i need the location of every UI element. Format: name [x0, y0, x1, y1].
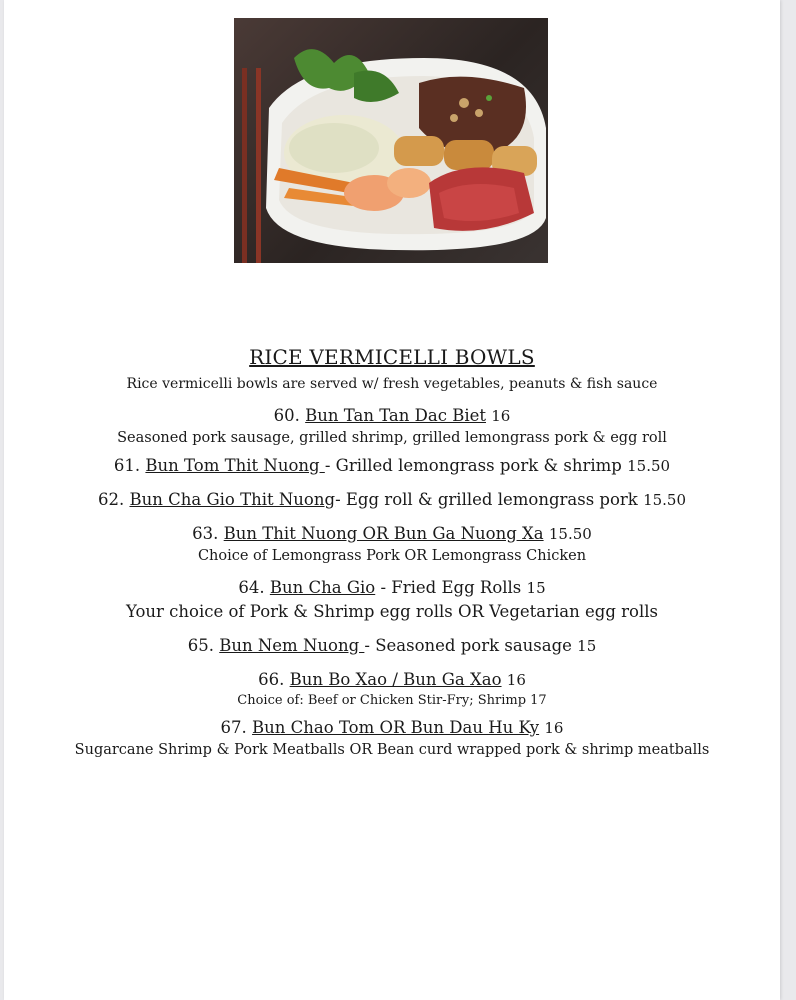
- item-price: 16: [491, 407, 511, 425]
- item-price: 15: [526, 579, 546, 597]
- item-separator: -: [324, 456, 331, 475]
- section-title: RICE VERMICELLI BOWLS: [249, 345, 535, 369]
- menu-item-line: [4, 634, 780, 658]
- item-price: 15.50: [627, 457, 671, 475]
- menu-item-line: [4, 576, 780, 600]
- item-number: 64.: [238, 578, 265, 597]
- item-separator: -: [364, 636, 370, 655]
- item-separator: -: [380, 578, 387, 597]
- item-description: Choice of: Beef or Chicken Stir-Fry; Shrimp 17: [237, 693, 547, 708]
- menu-item-line: [4, 522, 780, 546]
- item-price: 15.50: [548, 525, 592, 543]
- menu-item-65: [4, 634, 780, 658]
- menu-item-66: [4, 668, 780, 710]
- item-number: 65.: [187, 636, 214, 655]
- item-inline-description: Grilled lemongrass pork & shrimp: [335, 456, 622, 475]
- item-description: Seasoned pork sausage, grilled shrimp, grilled lemongrass pork & egg roll: [117, 430, 667, 446]
- item-separator: -: [335, 490, 341, 509]
- menu-item-61: [4, 454, 780, 478]
- item-name: Bun Cha Gio: [269, 578, 376, 597]
- item-name: Bun Cha Gio Thit Nuong: [129, 490, 336, 509]
- item-name: Bun Thit Nuong OR Bun Ga Nuong Xa: [223, 524, 544, 543]
- item-price: 15.50: [643, 491, 687, 509]
- item-number: 63.: [192, 524, 219, 543]
- item-name: Bun Tom Thit Nuong: [145, 456, 325, 475]
- menu-item-67: [4, 716, 780, 760]
- menu-item-60: [4, 404, 780, 448]
- item-name: Bun Nem Nuong: [219, 636, 365, 655]
- menu-item-62: [4, 488, 780, 512]
- item-name: Bun Tan Tan Dac Biet: [305, 406, 486, 425]
- item-price: 16: [544, 719, 564, 737]
- menu-item-line: [4, 668, 780, 692]
- item-inline-description: Fried Egg Rolls: [391, 578, 522, 597]
- food-photo: [234, 18, 548, 263]
- menu-section: [4, 340, 780, 760]
- item-price: 16: [506, 671, 526, 689]
- item-number: 67.: [220, 718, 247, 737]
- section-subtitle: Rice vermicelli bowls are served w/ fresh vegetables, peanuts & fish sauce: [126, 376, 658, 392]
- item-price: 15: [577, 637, 597, 655]
- menu-item-64: [4, 576, 780, 624]
- menu-page: [4, 0, 780, 1000]
- item-number: 60.: [273, 406, 300, 425]
- item-description: Sugarcane Shrimp & Pork Meatballs OR Bean curd wrapped pork & shrimp meatballs: [74, 742, 710, 758]
- menu-item-line: [4, 454, 780, 478]
- item-name: Bun Bo Xao / Bun Ga Xao: [289, 670, 502, 689]
- menu-item-line: [4, 404, 780, 428]
- item-number: 61.: [113, 456, 141, 475]
- item-name: Bun Chao Tom OR Bun Dau Hu Ky: [252, 718, 540, 737]
- item-description: Choice of Lemongrass Pork OR Lemongrass Chicken: [197, 548, 587, 564]
- menu-item-63: [4, 522, 780, 566]
- item-inline-description: Egg roll & grilled lemongrass pork: [345, 490, 638, 509]
- item-description: Your choice of Pork & Shrimp egg rolls OR Vegetarian egg rolls: [126, 602, 658, 621]
- menu-item-line: [4, 716, 780, 740]
- menu-item-line: [4, 488, 780, 512]
- item-number: 66.: [258, 670, 285, 689]
- vermicelli-bowl-illustration: [234, 18, 548, 263]
- item-inline-description: Seasoned pork sausage: [375, 636, 572, 655]
- item-number: 62.: [97, 490, 125, 509]
